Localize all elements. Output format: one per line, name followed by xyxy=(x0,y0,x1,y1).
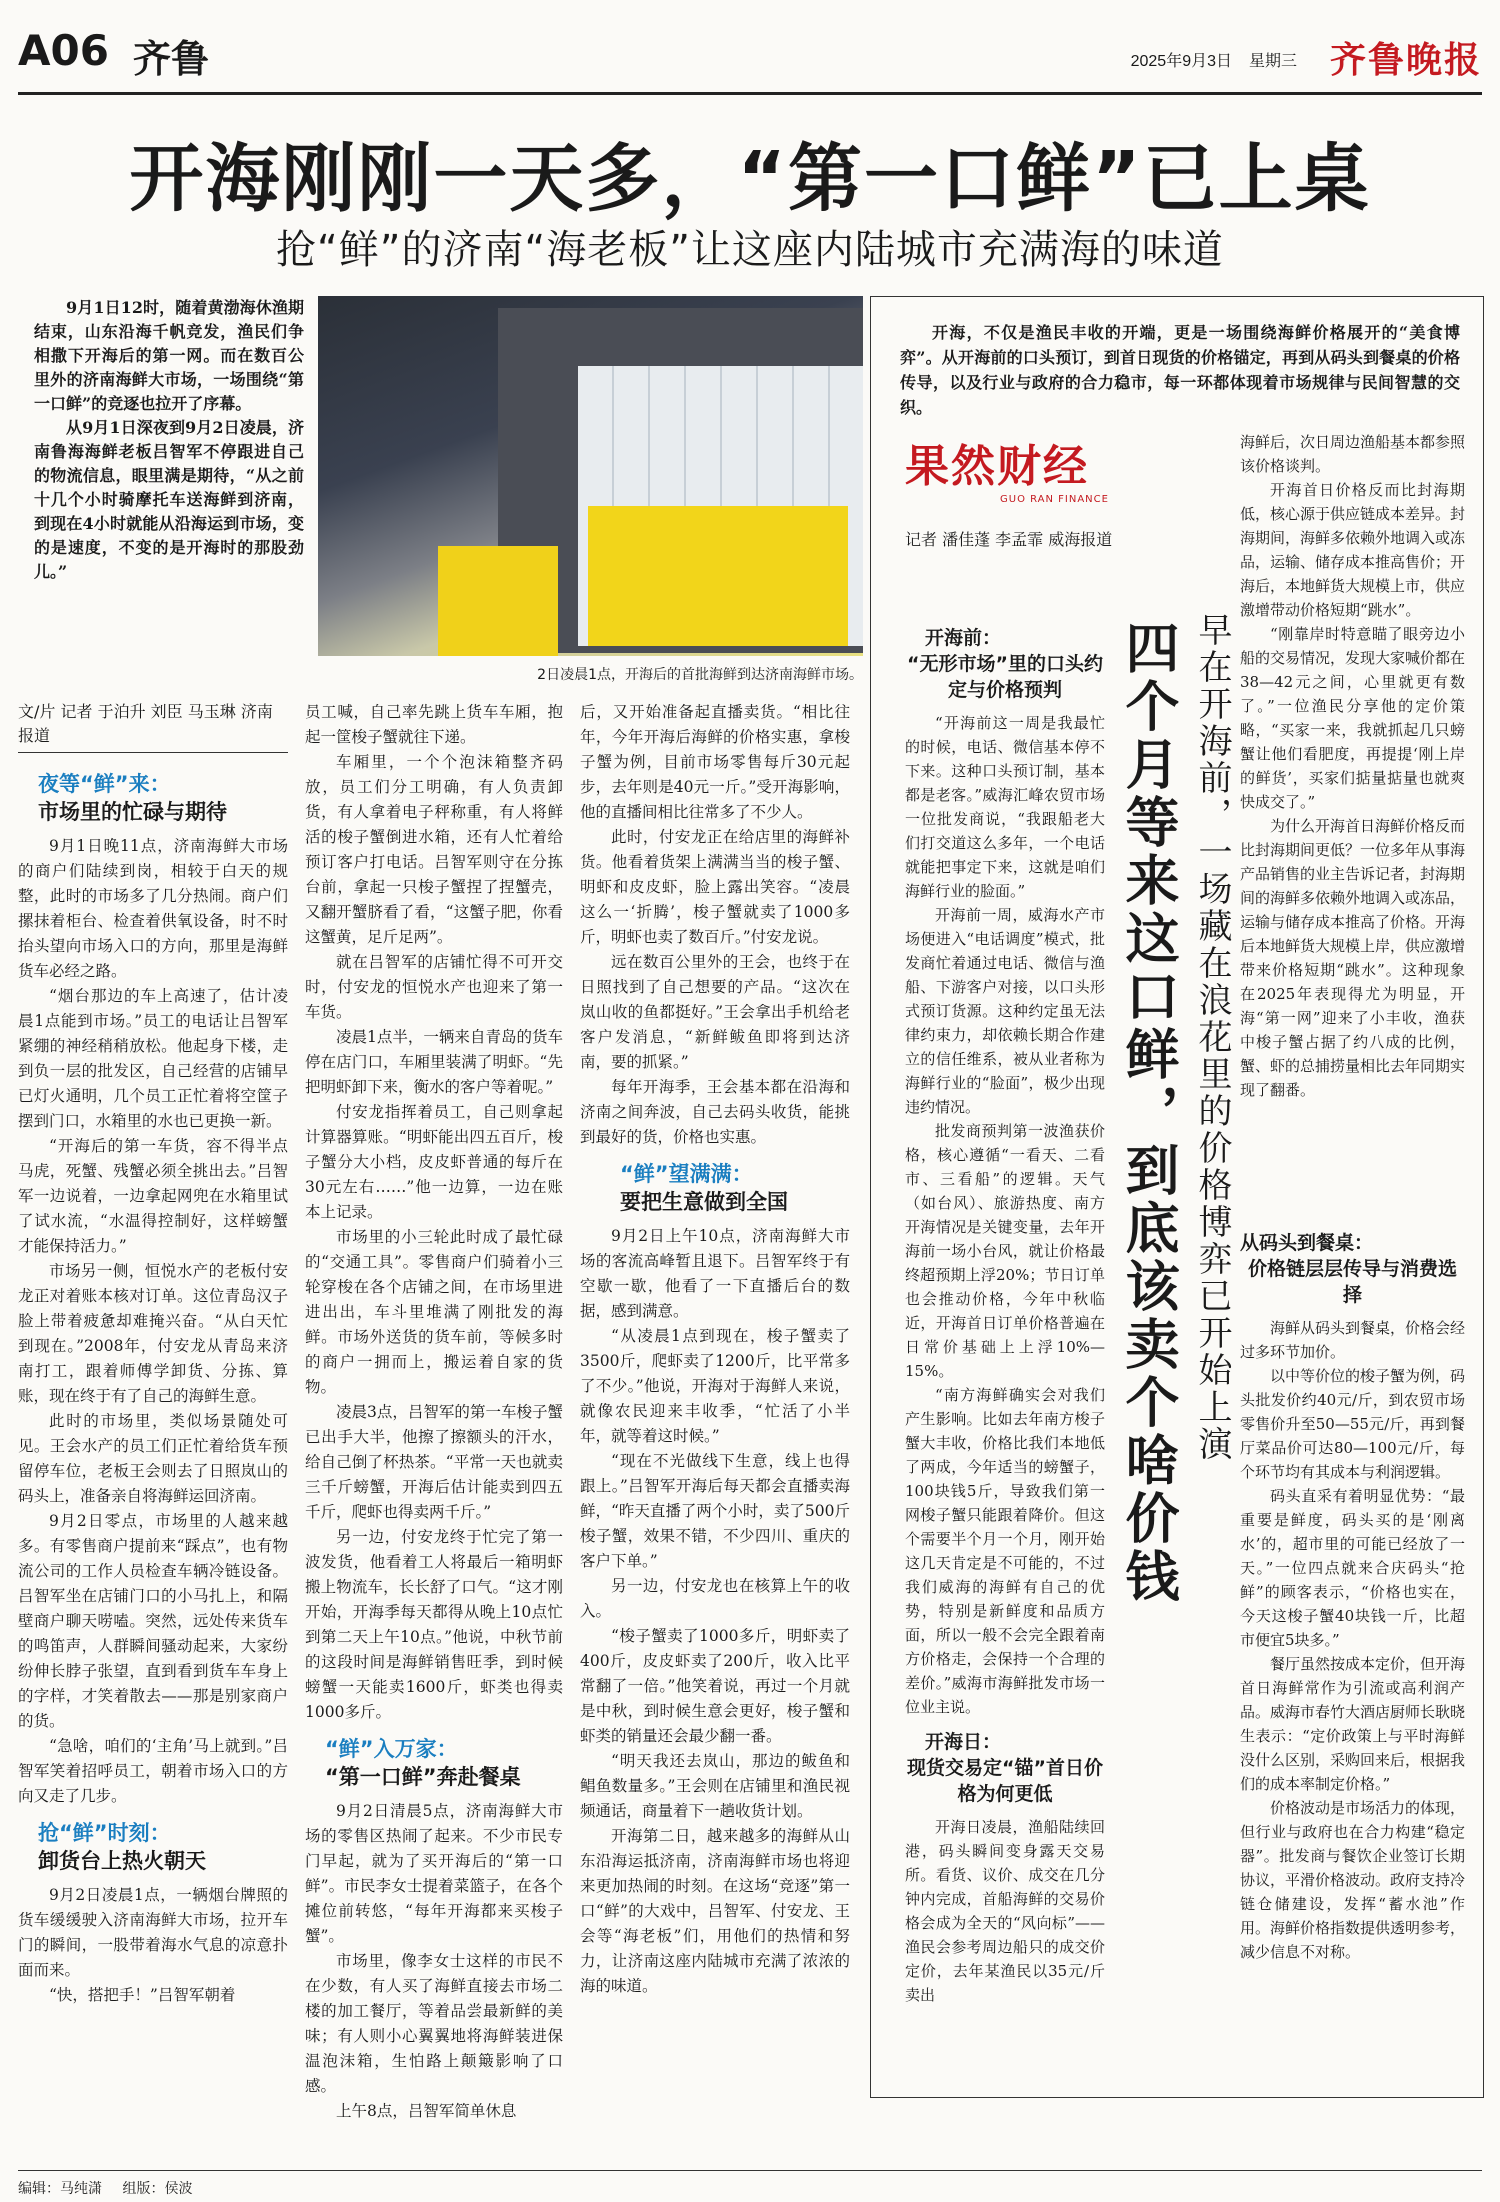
section-kicker: 从码头到餐桌： xyxy=(1240,1232,1374,1254)
paragraph: 上午8点，吕智军简单休息 xyxy=(336,2102,517,2120)
feature-column-c xyxy=(1240,1230,1465,1964)
article-body xyxy=(580,1224,850,1999)
feature-column-a xyxy=(905,625,1105,2007)
section-title: “无形市场”里的口头约定与价格预判 xyxy=(907,653,1103,701)
column-logo-en: GUO RAN FINANCE xyxy=(1000,494,1109,505)
article-body xyxy=(305,1799,563,2124)
designer-credit: 组版：侯波 xyxy=(122,2181,193,2197)
column-logo-text: 果然财经 xyxy=(905,441,1089,492)
section-kicker: “鲜”望满满： xyxy=(620,1162,753,1186)
lead-text xyxy=(34,296,304,584)
page-footer xyxy=(18,2178,192,2198)
paragraph: 开海首日价格反而比封海期低，核心源于供应链成本差异。封海期间，海鲜多依赖外地调入或冻品，运输、储存成本推高售价；开海后，本地鲜货大规模上市，供应激增带动价格短期“跳水”。 xyxy=(1240,481,1466,619)
paragraph: 远在数百公里外的王会，也终于在日照找到了自己想要的产品。“这次在岚山收的鱼都挺好。”王会拿出手机给老客户发消息，“新鲜鲅鱼即将到达济南，要的抓紧。” xyxy=(580,953,850,1071)
feature-intro xyxy=(900,320,1460,420)
paragraph: 批发商预判第一波渔获价格，核心遵循“一看天、二看市、三看船”的逻辑。天气（如台风）、旅游热度、南方开海情况是关键变量，去年开海前一场小台风，就让价格最终超预期上浮20%；节日订单也会推动价格，今年中秋临近，开海首日订单价格普遍在日常价基础上上浮10%—15%。 xyxy=(905,1122,1105,1380)
paragraph: “急啥，咱们的‘主角’马上就到。”吕智军笑着招呼员工，朝着市场入口的方向又走了几步。 xyxy=(18,1737,288,1805)
paragraph: “明天我还去岚山，那边的鲅鱼和鲳鱼数量多。”王会则在店铺里和渔民视频通话，商量着下一趟收货计划。 xyxy=(580,1752,850,1820)
section-title: 要把生意做到全国 xyxy=(620,1190,788,1214)
article-body xyxy=(580,700,850,1150)
header-rule xyxy=(18,92,1482,95)
paragraph: 市场里的小三轮此时成了最忙碌的“交通工具”。零售商户们骑着小三轮穿梭在各个店铺之间，在市场里进进出出，车斗里堆满了刚批发的海鲜。市场外送货的货车前，等候多时的商户一拥而上，搬运着自家的货物。 xyxy=(305,1228,563,1396)
paragraph: “烟台那边的车上高速了，估计凌晨1点能到市场。”员工的电话让吕智军紧绷的神经稍稍放松。他起身下楼，走到负一层的批发区，自己经营的店铺早已灯火通明，几个员工正忙着将空筐子摆到门口，水箱里的水也已更换一新。 xyxy=(18,987,288,1130)
section-title: “第一口鲜”奔赴餐桌 xyxy=(325,1765,521,1789)
byline-rule xyxy=(18,752,288,753)
feature-column-b xyxy=(1240,430,1465,1102)
paragraph: 此时的市场里，类似场景随处可见。王会水产的员工们正忙着给货车预留停车位，老板王会则去了日照岚山的码头上，准备亲自将海鲜运回济南。 xyxy=(18,1412,288,1505)
column-logo xyxy=(905,430,1109,505)
paragraph: 凌晨3点，吕智军的第一车梭子蟹已出手大半，他擦了擦额头的汗水，给自己倒了杯热茶。“平常一天也就卖三千斤螃蟹，开海后估计能卖到四五千斤，爬虾也得卖两千斤。” xyxy=(305,1403,563,1521)
paragraph: 就在吕智军的店铺忙得不可开交时，付安龙的恒悦水产也迎来了第一车货。 xyxy=(305,953,563,1021)
newspaper-logo: 齐鲁晚报 xyxy=(1329,39,1482,81)
article-body xyxy=(905,711,1105,1719)
section-kicker: 夜等“鲜”来： xyxy=(38,772,171,796)
paragraph: “开海前这一周是我最忙的时候，电话、微信基本停不下来。这种口头预订制，基本都是老客。”威海汇峰农贸市场一位批发商说，“我跟船老大们打交道这么多年，一个电话就能把事定下来，这就是咱们海鲜行业的脸面。” xyxy=(905,714,1105,900)
editor-credit: 编辑：马纯潇 xyxy=(18,2181,102,2197)
article-body xyxy=(1240,1316,1465,1964)
paragraph: “梭子蟹卖了1000多斤，明虾卖了400斤，皮皮虾卖了200斤，收入比平常翻了一倍。”他笑着说，再过一个月就是中秋，到时候生意会更好，梭子蟹和虾类的销量还会最少翻一番。 xyxy=(580,1627,850,1745)
issue-date: 2025年9月3日 xyxy=(1130,53,1232,70)
paragraph: 市场另一侧，恒悦水产的老板付安龙正对着账本核对订单。这位青岛汉子脸上带着疲惫却难掩兴奋。“从白天忙到现在。”2008年，付安龙从青岛来济南打工，跟着师傅学卸货、分拣、算账，现在终于有了自己的海鲜生意。 xyxy=(18,1262,288,1405)
paragraph: “开海后的第一车货，容不得半点马虎，死蟹、残蟹必须全挑出去。”吕智军一边说着，一边拿起网兜在水箱里试了试水流，“水温得控制好，这样螃蟹才能保持活力。” xyxy=(18,1137,288,1255)
paragraph: 付安龙指挥着员工，自己则拿起计算器算账。“明虾能出四五百斤，梭子蟹分大小档，皮皮虾普通的每斤在30元左右……”他一边算，一边在账本上记录。 xyxy=(305,1103,563,1221)
paragraph: 海鲜后，次日周边渔船基本都参照该价格谈判。 xyxy=(1240,433,1466,475)
section-kicker: 开海日： xyxy=(925,1731,1002,1753)
paragraph: 凌晨1点半，一辆来自青岛的货车停在店门口，车厢里装满了明虾。“先把明虾卸下来，衡水的客户等着呢。” xyxy=(305,1028,563,1096)
paragraph: “现在不光做线下生意，线上也得跟上。”吕智军开海后每天都会直播卖海鲜，“昨天直播了两个小时，卖了500斤梭子蟹，效果不错，不少四川、重庆的客户下单。” xyxy=(580,1452,851,1570)
page-number: A06 xyxy=(18,26,109,75)
photo-crates-shape xyxy=(588,506,848,646)
paragraph: 另一边，付安龙也在核算上午的收入。 xyxy=(580,1577,850,1620)
paragraph: 餐厅虽然按成本定价，但开海首日海鲜常作为引流或高利润产品。威海市春竹大酒店厨师长耿晓生表示：“定价政策上与平时海鲜没什么区别，采购回来后，根据我们的成本率制定价格。” xyxy=(1240,1655,1466,1793)
section-kicker: 开海前： xyxy=(925,627,1002,649)
headline: 开海刚刚一天多，“第一口鲜”已上桌 xyxy=(129,136,1371,222)
section-name: 齐鲁 xyxy=(133,37,210,81)
paragraph: 码头直采有着明显优势：“最重要是鲜度，码头买的是‘刚离水’的，超市里的可能已经放了一天。”一位四点就来合庆码头“抢鲜”的顾客表示，“价格也实在，今天这梭子蟹40块钱一斤，比超市便宜5块多。” xyxy=(1240,1487,1465,1649)
page-header xyxy=(18,26,1482,96)
paragraph: 每年开海季，王会基本都在沿海和济南之间奔波，自己去码头收货，能挑到最好的货，价格也实惠。 xyxy=(580,1078,850,1146)
column-2 xyxy=(305,700,563,2124)
column-1 xyxy=(18,770,288,2008)
paragraph: 后，又开始准备起直播卖货。“相比往年，今年开海后海鲜的价格实惠，拿梭子蟹为例，目前市场零售每斤30元起步，去年则是40元一斤。”受开海影响，他的直播间相比往常多了不少人。 xyxy=(580,703,850,821)
section-title: 价格链层层传导与消费选择 xyxy=(1247,1258,1457,1306)
feature-big-title: 四个月等来这口鲜，到底该卖个啥价钱 xyxy=(1117,620,1180,1606)
paragraph: 另一边，付安龙终于忙完了第一波发货，他看着工人将最后一箱明虾搬上物流车，长长舒了口气。“这才刚开始，开海季每天都得从晚上10点忙到第二天上午10点。”他说，中秋节前的这段时间是海鲜销售旺季，到时候螃蟹一天能卖1600斤，虾类也得卖1000多斤。 xyxy=(305,1528,563,1721)
section-title: 卸货台上热火朝天 xyxy=(38,1849,206,1873)
paragraph: “南方海鲜确实会对我们产生影响。比如去年南方梭子蟹大丰收，价格比我们本地低了两成，今年适当的螃蟹子，100块钱5斤，导致我们第一网梭子蟹只能跟着降价。但这个需要半个月一个月，刚开始这几天肯定是不可能的，不过我们威海的海鲜有自己的优势，特别是新鲜度和品质方面，所以一般不会完全跟着南方价格走，会保持一个合理的差价。”威海市海鲜批发市场一位业主说。 xyxy=(905,1386,1105,1716)
article-body xyxy=(18,1883,288,2008)
issue-weekday: 星期三 xyxy=(1248,53,1297,70)
paragraph: 9月2日零点，市场里的人越来越多。有零售商户提前来“踩点”，也有物流公司的工作人员检查车辆冷链设备。吕智军坐在店铺门口的小马扎上，和隔壁商户聊天唠嗑。突然，远处传来货车的鸣笛声，人群瞬间骚动起来，大家纷纷伸长脖子张望，直到看到货车车身上的字样，才笑着散去——那是别家商户的货。 xyxy=(18,1512,288,1730)
article-body xyxy=(305,700,563,1725)
paragraph: 以中等价位的梭子蟹为例，码头批发价约40元/斤，到农贸市场零售价升至50—55元/斤，再到餐厅菜品价可达80—100元/斤，每个环节均有其成本与利润逻辑。 xyxy=(1240,1367,1466,1481)
byline: 文/片 记者 于泊升 刘臣 马玉琳 济南报道 xyxy=(18,702,273,745)
section-title: 市场里的忙碌与期待 xyxy=(38,800,227,824)
paragraph: 价格波动是市场活力的体现，但行业与政府也在合力构建“稳定器”。批发商与餐饮企业签订长期协议，平滑价格波动。政府支持冷链仓储建设，发挥“蓄水池”作用。海鲜价格指数提供透明参考，减少信息不对称。 xyxy=(1240,1799,1466,1961)
paragraph: 开海第二日，越来越多的海鲜从山东沿海运抵济南，济南海鲜市场也将迎来更加热闹的时刻。在这场“竞逐”第一口“鲜”的大戏中，吕智军、付安龙、王会等“海老板”们，用他们的热情和努力，让济南这座内陆城市充满了浓浓的海的味道。 xyxy=(580,1827,850,1995)
paragraph: 为什么开海首日海鲜价格反而比封海期间更低？一位多年从事海产品销售的业主告诉记者，封海期间的海鲜多依赖外地调入或冻品，运输与储存成本推高了价格。开海后本地鲜货大规模上岸，供应激增带来价格短期“跳水”。这种现象在2025年表现得尤为明显，开海“第一网”迎来了小丰收，渔获中梭子蟹占据了约八成的比例，蟹、虾的总捕捞量相比去年同期实现了翻番。 xyxy=(1240,817,1466,1099)
article-body xyxy=(1240,430,1465,1102)
lead-paragraph: 从9月1日深夜到9月2日凌晨，济南鲁海海鲜老板吕智军不停跟进自己的物流信息，眼里满是期待，“从之前十几个小时骑摩托车送海鲜到济南，到现在4小时就能从沿海运到市场，变的是速度，不变的是开海时的那股劲儿。” xyxy=(34,418,304,581)
paragraph: 市场里，像李女士这样的市民不在少数，有人买了海鲜直接去市场二楼的加工餐厅，等着品尝最新鲜的美味；有人则小心翼翼地将海鲜装进保温泡沫箱，生怕路上颠簸影响了口感。 xyxy=(305,1952,563,2095)
photo-caption: 2日凌晨1点，开海后的首批海鲜到达济南海鲜市场。 xyxy=(537,667,863,683)
section-kicker: 抢“鲜”时刻： xyxy=(38,1821,171,1845)
section-kicker: “鲜”入万家： xyxy=(325,1737,458,1761)
news-photo xyxy=(318,296,863,656)
paragraph: “快，搭把手！”吕智军朝着 xyxy=(49,1986,236,2004)
photo-crates-shape xyxy=(438,546,558,656)
article-body xyxy=(18,834,288,1809)
article-body xyxy=(905,1815,1105,2007)
paragraph: “刚靠岸时特意瞄了眼旁边小船的交易情况，发现大家喊价都在38—42元之间，心里就更有数了。”一位渔民分享他的定价策略，“买家一来，我就抓起几只螃蟹让他们看肥度，再提提‘刚上岸的鲜货’，买家们掂量掂量也就爽快成交了。” xyxy=(1240,625,1466,811)
paragraph: 9月2日上午10点，济南海鲜大市场的客流高峰暂且退下。吕智军终于有空歇一歇，他看了一下直播后台的数据，感到满意。 xyxy=(580,1227,850,1320)
lead-paragraph: 9月1日12时，随着黄渤海休渔期结束，山东沿海千帆竞发，渔民们争相撒下开海后的第一网。而在数百公里外的济南海鲜大市场，一场围绕“第一口鲜”的竞逐也拉开了序幕。 xyxy=(34,298,304,413)
column-3 xyxy=(580,700,850,1999)
paragraph: 员工喊，自己率先跳上货车车厢，抱起一筐梭子蟹就往下递。 xyxy=(305,703,563,746)
paragraph: 海鲜从码头到餐桌，价格会经过多环节加价。 xyxy=(1240,1319,1466,1361)
footer-rule xyxy=(18,2170,1482,2171)
feature-byline: 记者 潘佳蓬 李孟霏 威海报道 xyxy=(905,530,1113,549)
paragraph: 开海日凌晨，渔船陆续回港，码头瞬间变身露天交易所。看货、议价、成交在几分钟内完成，首船海鲜的交易价格会成为全天的“风向标”——渔民会参考周边船只的成交价定价，去年某渔民以35元/斤卖出 xyxy=(905,1818,1105,2004)
paragraph: 9月2日清晨5点，济南海鲜大市场的零售区热闹了起来。不少市民专门早起，就为了买开海后的“第一口鲜”。市民李女士提着菜篮子，在各个摊位前转悠，“每年开海都来买梭子蟹”。 xyxy=(305,1802,563,1945)
paragraph: 开海前一周，威海水产市场便进入“电话调度”模式，批发商忙着通过电话、微信与渔船、下游客户对接，以口头形式预订货源。这种约定虽无法律约束力，却依赖长期合作建立的信任维系，被从业者称为海鲜行业的“脸面”，极少出现违约情况。 xyxy=(905,906,1105,1116)
feature-vertical-subtitle: 早在开海前，一场藏在浪花里的价格博弈已开始上演 xyxy=(1192,612,1232,1463)
paragraph: 9月2日凌晨1点，一辆烟台牌照的货车缓缓驶入济南海鲜大市场，拉开车门的瞬间，一股带着海水气息的凉意扑面而来。 xyxy=(18,1886,288,1979)
paragraph: 此时，付安龙正在给店里的海鲜补货。他看着货架上满满当当的梭子蟹、明虾和皮皮虾，脸上露出笑容。“凌晨这么一‘折腾’，梭子蟹就卖了1000多斤，明虾也卖了数百斤。”付安龙说。 xyxy=(580,828,850,946)
subheadline: 抢“鲜”的济南“海老板”让这座内陆城市充满海的味道 xyxy=(276,227,1224,273)
paragraph: 开海，不仅是渔民丰收的开端，更是一场围绕海鲜价格展开的“美食博弈”。从开海前的口头预订，到首日现货的价格锚定，再到从码头到餐桌的价格传导，以及行业与政府的合力稳市，每一环都体现着市场规律与民间智慧的交织。 xyxy=(900,323,1460,417)
paragraph: 车厢里，一个个泡沫箱整齐码放，员工们分工明确，有人负责卸货，有人拿着电子秤称重，有人将鲜活的梭子蟹倒进水箱，还有人忙着给预订客户打电话。吕智军则守在分拣台前，拿起一只梭子蟹捏了捏蟹壳，又翻开蟹脐看了看，“这蟹子肥，你看这蟹黄，足斤足两”。 xyxy=(305,753,563,946)
section-title: 现货交易定“锚”首日价格为何更低 xyxy=(907,1757,1103,1805)
paragraph: 9月1日晚11点，济南海鲜大市场的商户们陆续到岗，相较于白天的规整，此时的市场多了几分热闹。商户们摞抹着柜台、检查着供氧设备，时不时抬头望向市场入口的方向，那里是海鲜货车必经之路。 xyxy=(18,837,288,980)
paragraph: “从凌晨1点到现在，梭子蟹卖了3500斤，爬虾卖了1200斤，比平常多了不少。”他说，开海对于海鲜人来说，就像农民迎来丰收季，“忙活了小半年，就等着这时候。” xyxy=(580,1327,850,1445)
